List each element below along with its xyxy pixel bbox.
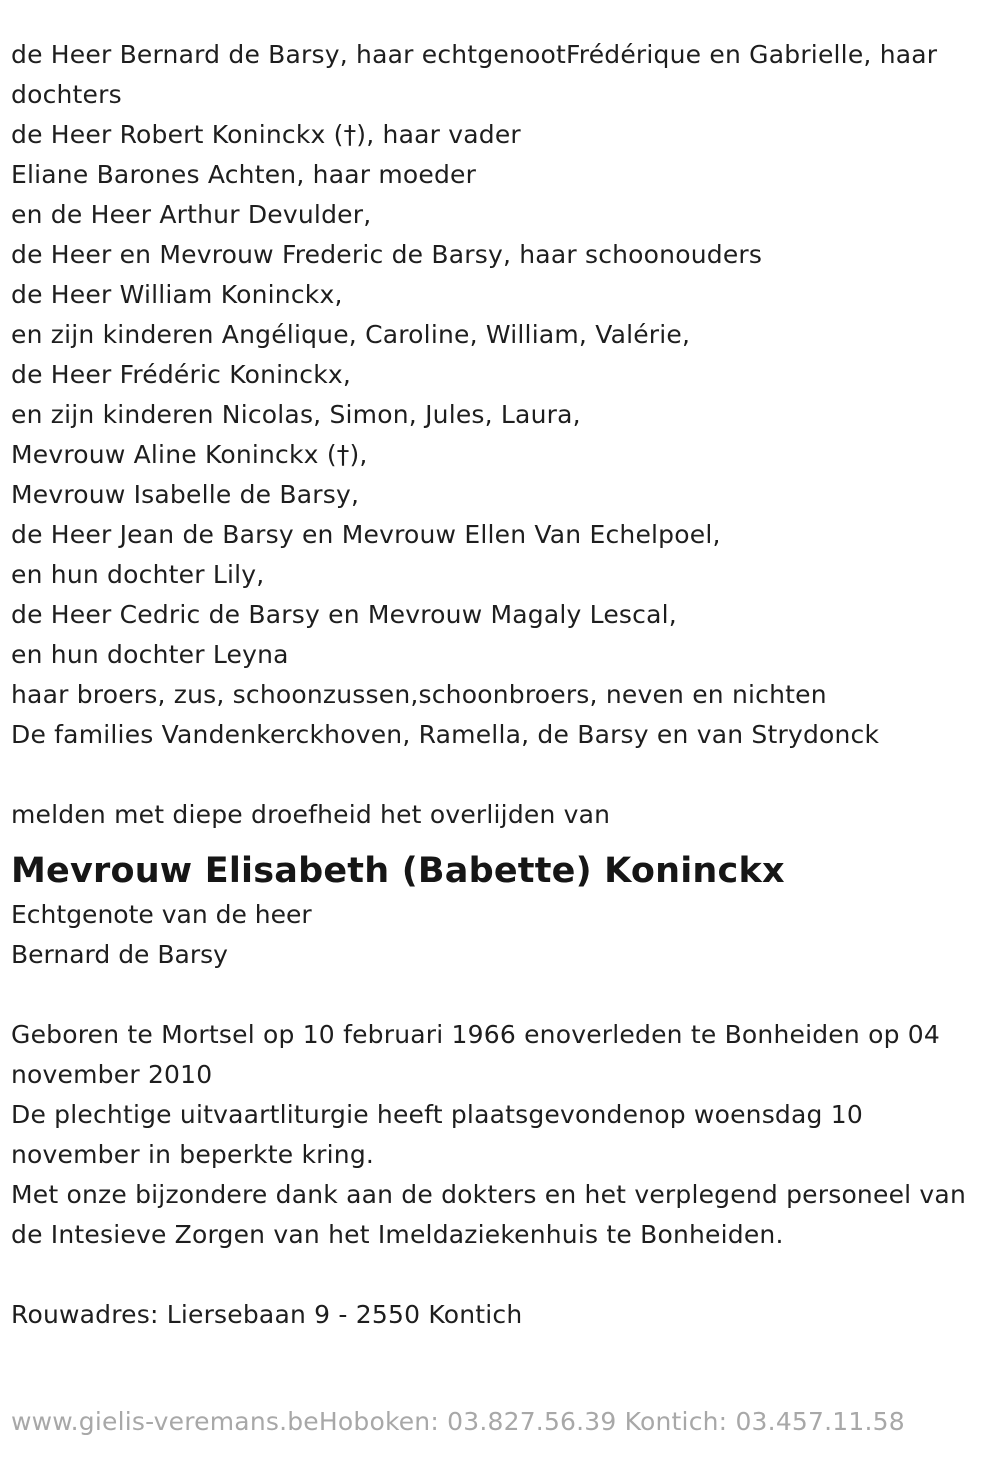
family-line: de Heer Jean de Barsy en Mevrouw Ellen Van Echelpoel, (11, 520, 721, 549)
family-line: de Heer Bernard de Barsy, haar echtgenootFrédérique en Gabrielle, haar dochters (11, 40, 938, 109)
family-line: en hun dochter Leyna (11, 640, 289, 669)
family-line: en zijn kinderen Angélique, Caroline, William, Valérie, (11, 320, 691, 349)
funeral-text: De plechtige uitvaartliturgie heeft plaatsgevondenop woensdag 10 november in beperkte kring. (11, 1100, 863, 1169)
spacer (11, 755, 991, 795)
family-line: en de Heer Arthur Devulder, (11, 200, 372, 229)
family-line: de Heer Cedric de Barsy en Mevrouw Magaly Lescal, (11, 600, 677, 629)
spacer (11, 975, 991, 1015)
family-line: De families Vandenkerckhoven, Ramella, de Barsy en van Strydonck (11, 720, 880, 749)
family-line: de Heer William Koninckx, (11, 280, 343, 309)
spacer (11, 1255, 991, 1295)
birth-death-text: Geboren te Mortsel op 10 februari 1966 enoverleden te Bonheiden op 04 november 2010 (11, 1020, 940, 1089)
family-line: Mevrouw Isabelle de Barsy, (11, 480, 360, 509)
family-line: haar broers, zus, schoonzussen,schoonbroers, neven en nichten (11, 680, 827, 709)
family-line: de Heer Robert Koninckx (†), haar vader (11, 120, 521, 149)
family-line: Eliane Barones Achten, haar moeder (11, 160, 477, 189)
family-line: de Heer Frédéric Koninckx, (11, 360, 352, 389)
obituary-page (11, 35, 991, 1335)
family-line: en zijn kinderen Nicolas, Simon, Jules, Laura, (11, 400, 581, 429)
announcement-text: melden met diepe droefheid het overlijden van (11, 800, 611, 829)
deceased-name: Mevrouw Elisabeth (Babette) Koninckx (11, 851, 785, 891)
family-line: de Heer en Mevrouw Frederic de Barsy, haar schoonouders (11, 240, 763, 269)
family-line: en hun dochter Lily, (11, 560, 265, 589)
spouse-line: Echtgenote van de heer (11, 900, 312, 929)
family-line: Mevrouw Aline Koninckx (†), (11, 440, 368, 469)
funeral-home-footer: www.gielis-veremans.beHoboken: 03.827.56.39 Kontich: 03.457.11.58 (11, 1407, 905, 1436)
mourning-address: Rouwadres: Liersebaan 9 - 2550 Kontich (11, 1300, 523, 1329)
thanks-text: Met onze bijzondere dank aan de dokters en het verplegend personeel van de Intesieve Zorgen van het Imeldaziekenhuis te Bonheiden. (11, 1180, 966, 1249)
spouse-name: Bernard de Barsy (11, 940, 228, 969)
